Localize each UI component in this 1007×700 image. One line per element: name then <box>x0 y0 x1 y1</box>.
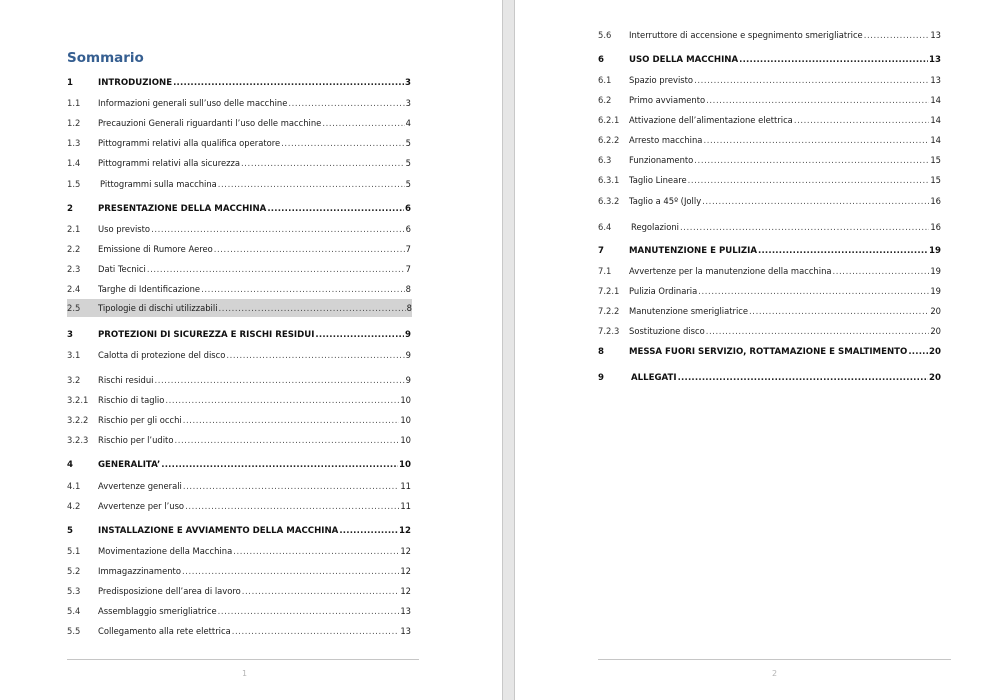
toc-dot-leader <box>694 155 929 165</box>
toc-entry[interactable] <box>67 299 412 317</box>
toc-entry[interactable] <box>67 371 411 389</box>
toc-entry-title[interactable]: Collegamento alla rete elettrica <box>98 626 231 636</box>
toc-dot-leader <box>185 501 399 511</box>
toc-entry[interactable] <box>67 542 411 560</box>
toc-dot-leader <box>241 158 405 168</box>
toc-entry-number: 6.3.1 <box>598 175 620 185</box>
toc-entry[interactable] <box>67 94 411 112</box>
document-page-2 <box>514 0 1007 700</box>
toc-entry-title[interactable]: MANUTENZIONE E PULIZIA <box>629 246 757 256</box>
toc-entry-number: 7.1 <box>598 266 612 276</box>
toc-entry-number: 2 <box>67 204 73 214</box>
toc-entry[interactable] <box>67 114 411 132</box>
toc-entry-number: 7.2.2 <box>598 306 620 316</box>
toc-entry[interactable] <box>598 91 941 109</box>
toc-entry-number: 1 <box>67 78 73 88</box>
toc-entry-page[interactable]: 14 <box>930 115 941 125</box>
toc-entry[interactable] <box>598 26 941 44</box>
toc-entry-number: 3.1 <box>67 350 81 360</box>
toc-dot-leader <box>219 303 406 313</box>
toc-entry-page[interactable]: 11 <box>400 501 411 511</box>
toc-entry[interactable] <box>598 302 941 320</box>
toc-dot-leader <box>173 78 404 88</box>
toc-entry-title[interactable]: Uso previsto <box>98 224 151 234</box>
toc-dot-leader <box>706 326 930 336</box>
toc-entry-title[interactable]: Dati Tecnici <box>98 264 146 274</box>
toc-entry-page[interactable]: 13 <box>929 55 941 65</box>
toc-entry-page[interactable]: 6 <box>405 224 411 234</box>
toc-entry-title[interactable]: Taglio a 45º (Jolly <box>629 196 702 206</box>
toc-entry-number: 5.4 <box>67 606 81 616</box>
toc-dot-leader <box>232 626 400 636</box>
toc-entry-page[interactable]: 11 <box>400 481 411 491</box>
toc-entry-title[interactable]: USO DELLA MACCHINA <box>629 55 739 65</box>
toc-dot-leader <box>151 224 405 234</box>
toc-entry-page[interactable]: 20 <box>930 326 941 336</box>
document-page-1 <box>0 0 503 700</box>
toc-dot-leader <box>749 306 929 316</box>
toc-entry-page[interactable]: 13 <box>930 30 941 40</box>
toc-entry-title[interactable]: Manutenzione smerigliatrice <box>629 306 749 316</box>
toc-entry-number: 5.5 <box>67 626 81 636</box>
toc-entry[interactable] <box>67 280 411 298</box>
toc-entry-title[interactable]: Pittogrammi sulla macchina <box>100 179 217 189</box>
toc-entry-number: 6.2 <box>598 95 612 105</box>
toc-entry-page[interactable]: 20 <box>929 347 941 357</box>
page-number: 2 <box>772 669 778 678</box>
toc-entry-number: 8 <box>598 347 604 357</box>
toc-entry-number: 3.2 <box>67 375 81 385</box>
toc-entry-title[interactable]: PROTEZIONI DI SICUREZZA E RISCHI RESIDUI <box>98 330 315 340</box>
toc-entry-page[interactable]: 13 <box>400 626 411 636</box>
toc-entry-page[interactable]: 16 <box>930 222 941 232</box>
toc-entry-number: 5.6 <box>598 30 612 40</box>
toc-entry-title[interactable]: Precauzioni Generali riguardanti l’uso delle macchine <box>98 118 322 128</box>
toc-dot-leader <box>688 175 930 185</box>
toc-entry-number: 3 <box>67 330 73 340</box>
toc-entry-number: 4 <box>67 460 73 470</box>
toc-entry-number: 9 <box>598 373 604 383</box>
toc-entry-title[interactable]: Tipologie di dischi utilizzabili <box>98 303 218 313</box>
toc-entry-title[interactable]: Avvertenze per l’uso <box>98 501 185 511</box>
toc-entry-number: 3.2.3 <box>67 435 89 445</box>
toc-title: Sommario <box>67 50 144 66</box>
toc-entry-number: 3.2.1 <box>67 395 89 405</box>
toc-dot-leader <box>864 30 930 40</box>
toc-dot-leader <box>218 179 405 189</box>
footer-divider <box>598 659 951 660</box>
toc-entry-page[interactable]: 20 <box>929 373 941 383</box>
toc-entry-title[interactable]: Pittogrammi relativi alla sicurezza <box>98 158 241 168</box>
toc-entry[interactable] <box>598 322 941 340</box>
toc-entry-number: 1.1 <box>67 98 81 108</box>
toc-entry-title[interactable]: ALLEGATI <box>631 373 677 383</box>
toc-entry-number: 5.3 <box>67 586 81 596</box>
toc-entry[interactable] <box>598 218 941 236</box>
toc-entry[interactable] <box>598 369 941 387</box>
toc-dot-leader <box>267 204 404 214</box>
toc-entry-number: 6.1 <box>598 75 612 85</box>
toc-entry-number: 7.2.1 <box>598 286 620 296</box>
toc-entry-page[interactable]: 7 <box>405 264 411 274</box>
toc-entry-page[interactable]: 12 <box>400 546 411 556</box>
toc-entry-title[interactable]: Movimentazione della Macchina <box>98 546 233 556</box>
toc-entry-number: 6.4 <box>598 222 612 232</box>
toc-entry[interactable] <box>67 346 411 364</box>
toc-entry-title[interactable]: Assemblaggio smerigliatrice <box>98 606 217 616</box>
toc-entry-number: 6 <box>598 55 604 65</box>
toc-entry-number: 4.2 <box>67 501 81 511</box>
toc-entry[interactable] <box>598 343 941 361</box>
toc-entry-number: 5.2 <box>67 566 81 576</box>
footer-divider <box>67 659 419 660</box>
toc-entry[interactable] <box>67 477 411 495</box>
toc-dot-leader <box>678 373 928 383</box>
toc-entry[interactable] <box>67 134 411 152</box>
toc-dot-leader <box>154 375 404 385</box>
toc-entry-title[interactable]: Informazioni generali sull’uso delle macchine <box>98 98 288 108</box>
toc-entry[interactable] <box>67 220 411 238</box>
toc-dot-leader <box>758 246 928 256</box>
toc-dot-leader <box>698 286 929 296</box>
toc-dot-leader <box>147 264 405 274</box>
toc-entry-page[interactable]: 5 <box>405 138 411 148</box>
toc-entry[interactable] <box>67 562 411 580</box>
toc-entry-title[interactable]: PRESENTAZIONE DELLA MACCHINA <box>98 204 267 214</box>
toc-entry-page[interactable]: 10 <box>400 435 411 445</box>
toc-entry-page[interactable]: 3 <box>405 78 411 88</box>
toc-dot-leader <box>161 460 398 470</box>
toc-entry-number: 7.2.3 <box>598 326 620 336</box>
toc-entry[interactable] <box>598 242 941 260</box>
toc-entry-number: 1.4 <box>67 158 81 168</box>
toc-entry-title[interactable]: Arresto macchina <box>629 135 703 145</box>
toc-entry-page[interactable]: 13 <box>930 75 941 85</box>
toc-entry-title[interactable]: Pittogrammi relativi alla qualifica operatore <box>98 138 281 148</box>
toc-entry-page[interactable]: 13 <box>400 606 411 616</box>
toc-entry-title[interactable]: Attivazione dell’alimentazione elettrica <box>629 115 793 125</box>
toc-dot-leader <box>833 266 930 276</box>
toc-entry-page[interactable]: 10 <box>400 415 411 425</box>
toc-entry[interactable] <box>67 326 411 344</box>
toc-entry-title[interactable]: Sostituzione disco <box>629 326 705 336</box>
toc-entry-number: 5 <box>67 526 73 536</box>
toc-entry-title[interactable]: Rischio per gli occhi <box>98 415 182 425</box>
toc-entry-page[interactable]: 8 <box>405 284 411 294</box>
toc-dot-leader <box>739 55 928 65</box>
toc-entry-page[interactable]: 16 <box>930 196 941 206</box>
toc-dot-leader <box>214 244 405 254</box>
toc-entry[interactable] <box>67 582 411 600</box>
toc-entry-title[interactable]: Targhe di Identificazione <box>98 284 201 294</box>
toc-entry[interactable] <box>598 51 941 69</box>
toc-entry-number: 2.3 <box>67 264 81 274</box>
toc-entry-page[interactable]: 10 <box>400 395 411 405</box>
toc-dot-leader <box>242 586 400 596</box>
toc-dot-leader <box>183 415 400 425</box>
toc-entry-title[interactable]: Funzionamento <box>629 155 694 165</box>
toc-entry-page[interactable]: 5 <box>405 158 411 168</box>
toc-entry[interactable] <box>67 154 411 172</box>
toc-dot-leader <box>288 98 404 108</box>
toc-entry-title[interactable]: Avvertenze per la manutenzione della macchina <box>629 266 832 276</box>
toc-entry[interactable] <box>598 192 941 210</box>
toc-dot-leader <box>694 75 929 85</box>
toc-entry[interactable] <box>67 622 411 640</box>
page-number: 1 <box>242 669 248 678</box>
toc-dot-leader <box>680 222 929 232</box>
toc-entry[interactable] <box>67 240 411 258</box>
toc-entry-page[interactable]: 19 <box>929 246 941 256</box>
toc-entry[interactable] <box>598 282 941 300</box>
toc-entry-number: 2.1 <box>67 224 81 234</box>
toc-dot-leader <box>183 481 399 491</box>
toc-dot-leader <box>182 566 399 576</box>
toc-entry-page[interactable]: 4 <box>405 118 411 128</box>
toc-entry-page[interactable]: 8 <box>406 303 412 313</box>
toc-dot-leader <box>706 95 929 105</box>
toc-entry-number: 3.2.2 <box>67 415 89 425</box>
toc-entry-number: 2.5 <box>67 303 81 313</box>
toc-entry-page[interactable]: 5 <box>405 179 411 189</box>
toc-entry[interactable] <box>598 171 941 189</box>
toc-entry-number: 4.1 <box>67 481 81 491</box>
toc-entry[interactable] <box>67 260 411 278</box>
toc-entry[interactable] <box>67 391 411 409</box>
toc-entry-page[interactable]: 7 <box>405 244 411 254</box>
toc-entry-page[interactable]: 12 <box>399 526 411 536</box>
toc-entry-number: 1.5 <box>67 179 81 189</box>
toc-entry-title[interactable]: Taglio Lineare <box>629 175 687 185</box>
toc-entry-title[interactable]: Avvertenze generali <box>98 481 182 491</box>
toc-entry-page[interactable]: 9 <box>405 375 411 385</box>
toc-dot-leader <box>315 330 404 340</box>
toc-entry-number: 6.3 <box>598 155 612 165</box>
toc-entry[interactable] <box>67 456 411 474</box>
toc-entry-number: 5.1 <box>67 546 81 556</box>
toc-entry[interactable] <box>67 602 411 620</box>
toc-entry-title[interactable]: INTRODUZIONE <box>98 78 173 88</box>
toc-entry-title[interactable]: Calotta di protezione del disco <box>98 350 226 360</box>
toc-entry-title[interactable]: Immagazzinamento <box>98 566 181 576</box>
toc-entry-title[interactable]: Rischi residui <box>98 375 154 385</box>
toc-entry-number: 6.2.2 <box>598 135 620 145</box>
toc-entry-page[interactable]: 14 <box>930 95 941 105</box>
toc-entry-page[interactable]: 19 <box>930 266 941 276</box>
toc-entry-number: 2.4 <box>67 284 81 294</box>
toc-entry-page[interactable]: 6 <box>405 204 411 214</box>
toc-entry-number: 6.3.2 <box>598 196 620 206</box>
toc-entry[interactable] <box>598 151 941 169</box>
toc-entry-title[interactable]: INSTALLAZIONE E AVVIAMENTO DELLA MACCHINA <box>98 526 339 536</box>
toc-entry-page[interactable]: 10 <box>399 460 411 470</box>
toc-entry-title[interactable]: Rischio di taglio <box>98 395 165 405</box>
toc-entry-title[interactable]: MESSA FUORI SERVIZIO, ROTTAMAZIONE E SMALTIMENTO <box>629 347 908 357</box>
toc-entry-title[interactable]: Regolazioni <box>631 222 679 232</box>
toc-dot-leader <box>201 284 405 294</box>
toc-entry-number: 1.3 <box>67 138 81 148</box>
toc-entry-title[interactable]: Interruttore di accensione e spegnimento smerigliatrice <box>629 30 863 40</box>
toc-entry[interactable] <box>598 262 941 280</box>
toc-dot-leader <box>908 347 928 357</box>
toc-entry-page[interactable]: 19 <box>930 286 941 296</box>
toc-entry-number: 6.2.1 <box>598 115 620 125</box>
toc-entry[interactable] <box>67 497 411 515</box>
toc-entry-page[interactable]: 12 <box>400 586 411 596</box>
toc-entry-page[interactable]: 3 <box>405 98 411 108</box>
toc-entry-page[interactable]: 14 <box>930 135 941 145</box>
toc-dot-leader <box>281 138 404 148</box>
toc-entry-page[interactable]: 12 <box>400 566 411 576</box>
toc-entry-page[interactable]: 9 <box>405 330 411 340</box>
toc-dot-leader <box>702 196 929 206</box>
toc-entry-number: 1.2 <box>67 118 81 128</box>
toc-entry-number: 2.2 <box>67 244 81 254</box>
toc-dot-leader <box>703 135 929 145</box>
toc-entry[interactable] <box>67 522 411 540</box>
toc-entry-title[interactable]: Primo avviamento <box>629 95 706 105</box>
toc-entry-title[interactable]: GENERALITA’ <box>98 460 161 470</box>
toc-dot-leader <box>174 435 399 445</box>
toc-entry[interactable] <box>67 411 411 429</box>
toc-entry[interactable] <box>67 74 411 92</box>
toc-dot-leader <box>233 546 399 556</box>
toc-dot-leader <box>218 606 400 616</box>
toc-entry-title[interactable]: Pulizia Ordinaria <box>629 286 698 296</box>
toc-entry-page[interactable]: 15 <box>930 155 941 165</box>
toc-entry-page[interactable]: 20 <box>930 306 941 316</box>
toc-entry-title[interactable]: Emissione di Rumore Aereo <box>98 244 213 254</box>
toc-entry[interactable] <box>67 200 411 218</box>
toc-entry[interactable] <box>598 111 941 129</box>
toc-entry-number: 7 <box>598 246 604 256</box>
toc-dot-leader <box>794 115 930 125</box>
toc-entry-title[interactable]: Spazio previsto <box>629 75 694 85</box>
toc-dot-leader <box>339 526 398 536</box>
toc-entry-page[interactable]: 15 <box>930 175 941 185</box>
toc-entry-title[interactable]: Predisposizione dell’area di lavoro <box>98 586 241 596</box>
toc-entry-page[interactable]: 9 <box>405 350 411 360</box>
toc-entry[interactable] <box>67 175 411 193</box>
toc-entry[interactable] <box>598 71 941 89</box>
toc-entry-title[interactable]: Rischio per l’udito <box>98 435 174 445</box>
toc-dot-leader <box>165 395 399 405</box>
toc-dot-leader <box>322 118 404 128</box>
toc-entry[interactable] <box>67 431 411 449</box>
toc-dot-leader <box>226 350 404 360</box>
toc-entry[interactable] <box>598 131 941 149</box>
